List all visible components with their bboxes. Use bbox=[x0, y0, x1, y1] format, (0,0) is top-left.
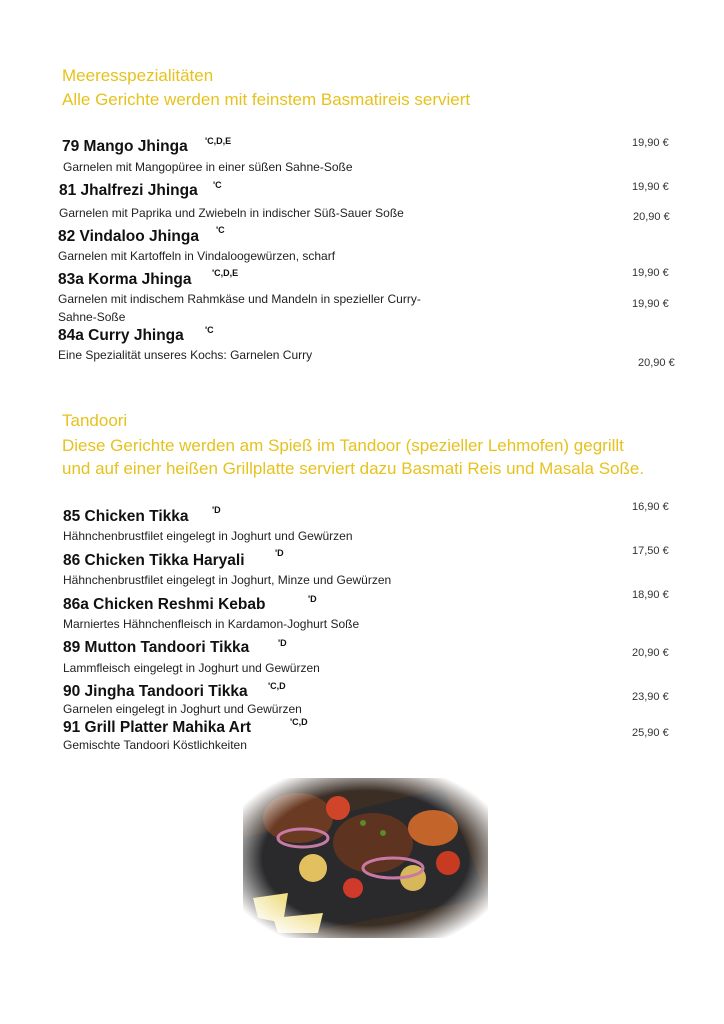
menu-item-description: Hähnchenbrustfilet eingelegt in Joghurt und Gewürzen bbox=[63, 529, 353, 543]
allergen-codes: 'D bbox=[275, 548, 284, 558]
grill-platter-photo bbox=[243, 778, 488, 938]
allergen-codes: 'C,D bbox=[268, 681, 286, 691]
section-subheading-tandoori: und auf einer heißen Grillplatte serviert dazu Basmati Reis und Masala Soße. bbox=[62, 459, 645, 478]
menu-item-title: 82 Vindaloo Jhinga bbox=[58, 228, 199, 245]
menu-item-price: 20,90 € bbox=[632, 647, 669, 659]
allergen-codes: 'C bbox=[205, 325, 214, 335]
menu-item-description: Garnelen mit indischem Rahmkäse und Mandeln in spezieller Curry- bbox=[58, 292, 421, 306]
menu-item-description: Sahne-Soße bbox=[58, 310, 126, 324]
section-heading-seafood: Meeresspezialitäten bbox=[62, 66, 214, 85]
menu-item-price: 19,90 € bbox=[632, 137, 669, 149]
menu-item-price: 19,90 € bbox=[632, 267, 669, 279]
menu-item-title: 83a Korma Jhinga bbox=[58, 271, 192, 288]
menu-item-price: 17,50 € bbox=[632, 545, 669, 557]
menu-item-price: 20,90 € bbox=[638, 357, 675, 369]
section-heading-tandoori: Tandoori bbox=[62, 411, 128, 430]
menu-item-title: 85 Chicken Tikka bbox=[63, 508, 189, 525]
menu-item-price: 18,90 € bbox=[632, 589, 669, 601]
allergen-codes: 'C bbox=[216, 225, 225, 235]
menu-item-description: Gemischte Tandoori Köstlichkeiten bbox=[63, 738, 247, 752]
menu-item-description: Garnelen mit Kartoffeln in Vindaloogewürzen, scharf bbox=[58, 249, 336, 263]
menu-item-title: 91 Grill Platter Mahika Art bbox=[63, 719, 252, 736]
menu-item-price: 23,90 € bbox=[632, 691, 669, 703]
menu-item-price: 16,90 € bbox=[632, 501, 669, 513]
allergen-codes: 'C bbox=[213, 180, 222, 190]
allergen-codes: 'D bbox=[278, 638, 287, 648]
menu-item-description: Garnelen mit Mangopüree in einer süßen Sahne-Soße bbox=[63, 160, 353, 174]
menu-item-description: Lammfleisch eingelegt in Joghurt und Gewürzen bbox=[63, 661, 320, 675]
menu-item-price: 19,90 € bbox=[632, 298, 669, 310]
allergen-codes: 'C,D,E bbox=[205, 136, 232, 146]
menu-item-title: 81 Jhalfrezi Jhinga bbox=[59, 182, 198, 199]
menu-item-description: Garnelen eingelegt in Joghurt und Gewürzen bbox=[63, 702, 302, 716]
menu-item-title: 86a Chicken Reshmi Kebab bbox=[63, 596, 266, 613]
section-subheading-tandoori: Diese Gerichte werden am Spieß im Tandoor (spezieller Lehmofen) gegrillt bbox=[62, 436, 624, 455]
section-subheading-seafood: Alle Gerichte werden mit feinstem Basmatireis serviert bbox=[62, 90, 471, 109]
allergen-codes: 'C,D,E bbox=[212, 268, 239, 278]
menu-item-price: 20,90 € bbox=[633, 211, 670, 223]
menu-item-title: 84a Curry Jhinga bbox=[58, 327, 184, 344]
allergen-codes: 'D bbox=[308, 594, 317, 604]
menu-item-description: Eine Spezialität unseres Kochs: Garnelen Curry bbox=[58, 348, 313, 362]
menu-item-title: 89 Mutton Tandoori Tikka bbox=[63, 639, 250, 656]
menu-item-price: 25,90 € bbox=[632, 727, 669, 739]
menu-item-description: Marniertes Hähnchenfleisch in Kardamon-Joghurt Soße bbox=[63, 617, 360, 631]
menu-item-title: 79 Mango Jhinga bbox=[62, 138, 188, 155]
menu-item-description: Hähnchenbrustfilet eingelegt in Joghurt, Minze und Gewürzen bbox=[63, 573, 392, 587]
menu-item-price: 19,90 € bbox=[632, 181, 669, 193]
menu-item-title: 90 Jingha Tandoori Tikka bbox=[63, 683, 248, 700]
menu-item-description: Garnelen mit Paprika und Zwiebeln in indischer Süß-Sauer Soße bbox=[59, 206, 404, 220]
menu-item-title: 86 Chicken Tikka Haryali bbox=[63, 552, 245, 569]
allergen-codes: 'D bbox=[212, 505, 221, 515]
allergen-codes: 'C,D bbox=[290, 717, 308, 727]
